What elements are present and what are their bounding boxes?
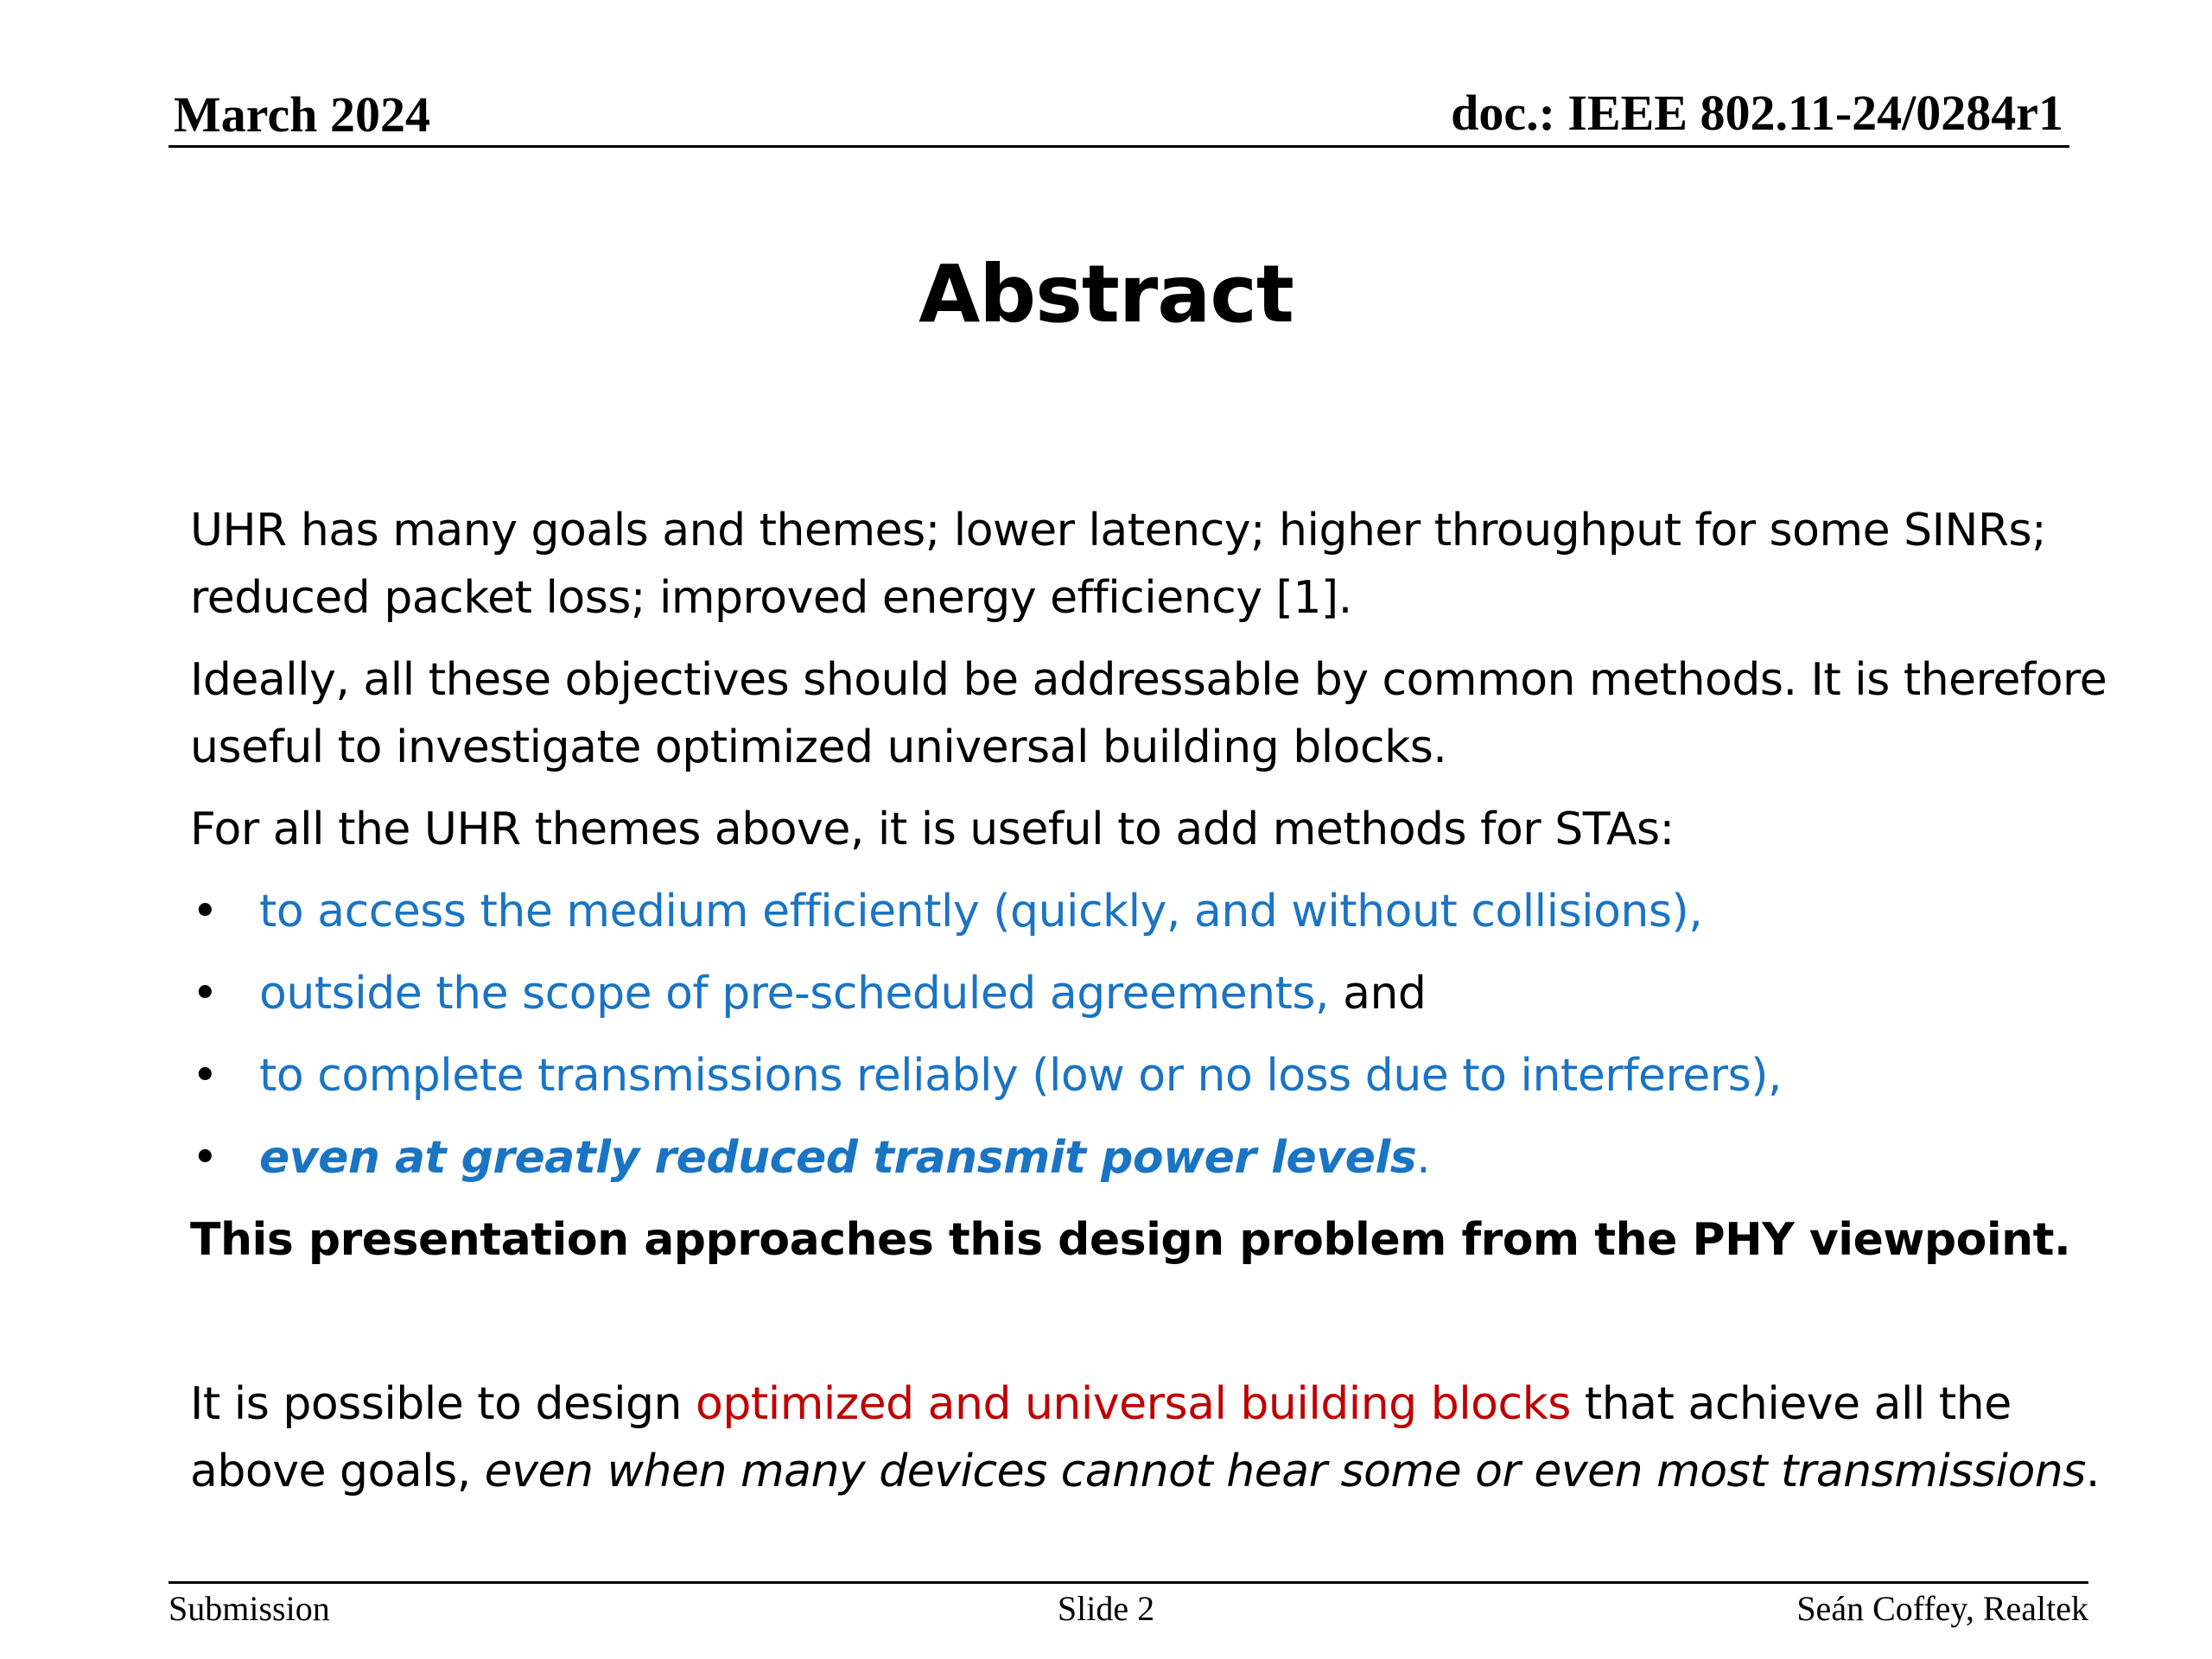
conclusion-prefix: It is possible to design <box>190 1378 696 1430</box>
bullet-item <box>190 960 2117 1027</box>
footer-author: Seán Coffey, Realtek <box>1796 1589 2088 1628</box>
bullet-suffix: and <box>1329 968 1427 1020</box>
footer-submission: Submission <box>168 1589 330 1628</box>
bullet-marker: • <box>192 968 219 1020</box>
conclusion-end: . <box>2085 1446 2100 1497</box>
slide-title: Abstract <box>918 248 1294 340</box>
bullet-text: to complete transmissions reliably (low or no loss due to interferers), <box>259 1050 1783 1102</box>
header-divider <box>168 145 2069 148</box>
conclusion-middle: that achieve all the above goals, <box>190 1378 2012 1497</box>
bullet-item <box>190 1124 2117 1192</box>
bullet-item <box>190 1042 2117 1109</box>
bullet-text: to access the medium efficiently (quickly, and without collisions), <box>259 886 1703 938</box>
header-date: March 2024 <box>174 86 430 143</box>
bold-statement: This presentation approaches this design problem from the PHY viewpoint. <box>190 1214 2071 1266</box>
paragraph-methods-intro: For all the UHR themes above, it is useful to add methods for STAs: <box>190 804 1675 855</box>
bullet-item <box>190 878 2117 945</box>
bullet-marker: • <box>192 1132 219 1184</box>
conclusion-highlight: optimized and universal building blocks <box>696 1378 1571 1430</box>
conclusion-emphasis: even when many devices cannot hear some or even most transmissions <box>484 1446 2086 1497</box>
bullet-text: even at greatly reduced transmit power levels <box>259 1132 1417 1184</box>
footer-slide-number: Slide 2 <box>1057 1589 1155 1628</box>
paragraph-goals: UHR has many goals and themes; lower latency; higher throughput for some SINRs; reduced packet loss; improved energy efficiency [1]. <box>190 505 2047 624</box>
conclusion-paragraph <box>190 1370 2117 1505</box>
bullet-marker: • <box>192 1050 219 1102</box>
bullet-marker: • <box>192 886 219 938</box>
header-doc-number: doc.: IEEE 802.11-24/0284r1 <box>1451 85 2063 141</box>
paragraph-objectives: Ideally, all these objectives should be addressable by common methods. It is therefore useful to investigate optimized universal building blocks. <box>190 654 2107 773</box>
slide-body <box>190 497 2117 1520</box>
footer-divider <box>168 1581 2088 1584</box>
bullet-suffix: . <box>1416 1132 1431 1184</box>
methods-bullet-list <box>190 878 2117 1192</box>
bullet-text: outside the scope of pre-scheduled agreements, <box>259 968 1330 1020</box>
